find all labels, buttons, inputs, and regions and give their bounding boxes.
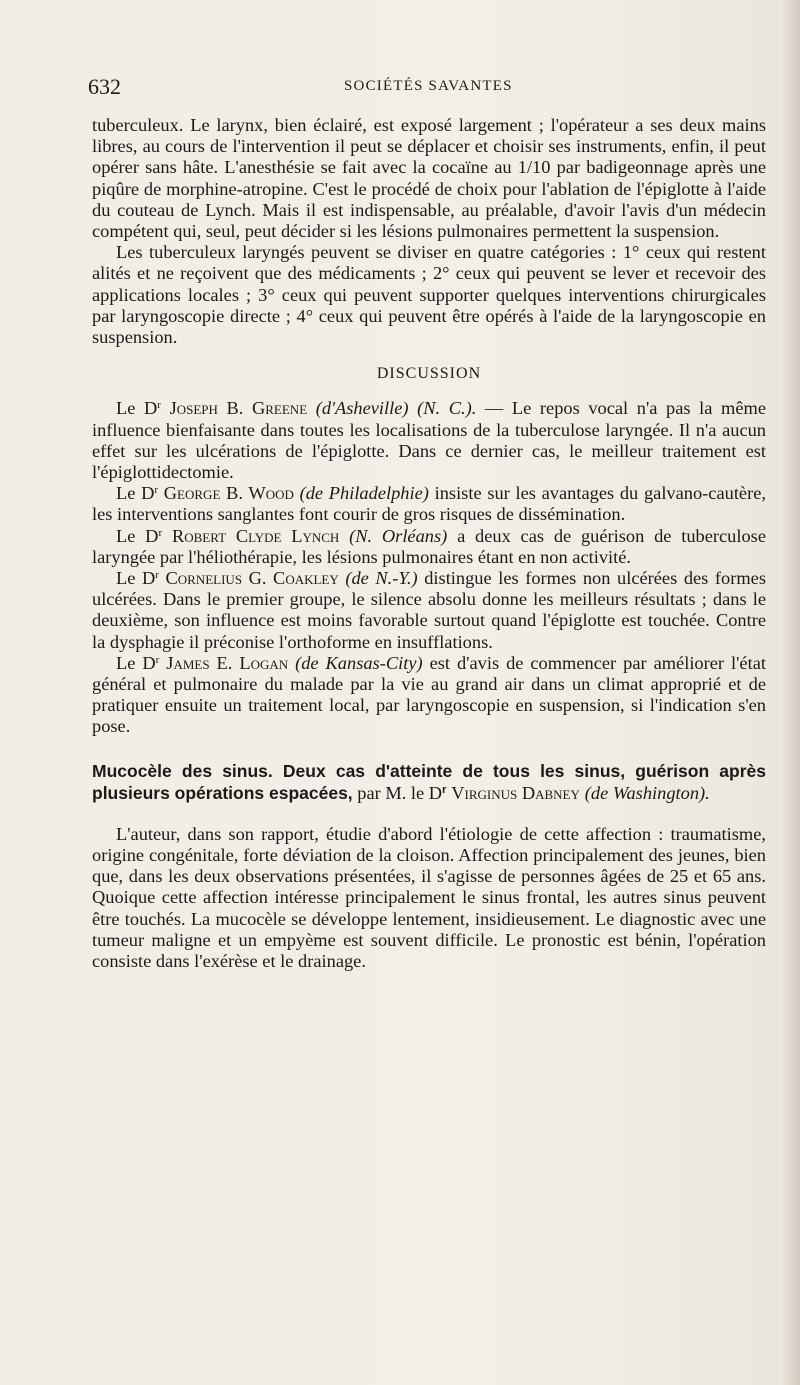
discussion-heading: DISCUSSION — [376, 365, 482, 383]
intro-paragraph-2: Les tuberculeux laryngés peuvent se diviser en quatre catégories : 1° ceux qui restent alités et ne reçoivent que des médicaments ; 2° ceux qui peuvent se lever et recevoir des applications locales ; 3° ceux qui peuvent supporter quelques interventions chirurgicales par laryngoscopie directe ; 4° ceux qui peuvent être opérés à l'aide de la laryngoscopie en suspension. — [92, 242, 766, 348]
page-number: 632 — [88, 74, 121, 99]
speaker-name: George B. Wood — [163, 483, 294, 504]
discussion-lynch: Le $D^r$ Robert Clyde Lynch (N. Orléans) a deux cas de guérison de tuberculose laryngée par l'héliothérapie, les lésions pulmonaires étant en non activité. — [92, 525, 766, 567]
running-title: SOCIÉTÉS SAVANTES — [344, 78, 513, 94]
body-text — [92, 115, 766, 972]
page-header — [88, 74, 768, 104]
discussion-wood: Le $D^r$ George B. Wood (de Philadelphie) insiste sur les avantages du galvano-cautère, les interventions sanglantes font courir de gros risques de dissémination. — [92, 483, 766, 525]
speaker-name: James E. Logan — [166, 652, 289, 673]
speaker-name: Cornelius G. Coakley — [165, 568, 339, 589]
discussion-logan: Le $D^r$ James E. Logan (de Kansas-City) est d'avis de commencer par améliorer l'état général et pulmonaire du malade par la vie au grand air dans un climat approprié et de pratiquer ensuite un traitement local, par laryngoscopie en suspension, si l'indication s'en pose. — [92, 652, 766, 737]
speaker-name: Robert Clyde Lynch — [171, 525, 340, 546]
discussion-coakley: Le $D^r$ Cornelius G. Coakley (de N.-Y.) distingue les formes non ulcérées des formes ulcérées. Dans le premier groupe, le silence absolu donne les meilleurs résultats ; dans le deuxième, son influence est moins favorable surtout quand l'épiglotte est touchée. Contre la dysphagie il préconise l'orthoforme en insufflations. — [92, 568, 766, 652]
section-body: L'auteur, dans son rapport, étudie d'abord l'étiologie de cette affection : traumatisme, origine congénitale, forte déviation de la cloison. Affection principalement des jeunes, bien que, dans les deux observations présentées, il s'agisse de personnes âgées de 25 et 65 ans. Quoique cette affection intéresse principalement le sinus frontal, les autres sinus peuvent être touchés. La mucocèle se développe lentement, insidieusement. Le diagnostic avec une tumeur maligne et un empyème est souvent difficile. Le pronostic est bénin, l'opération consiste dans l'exérèse et le drainage. — [92, 823, 766, 971]
discussion-greene: Le $D^r$ Joseph B. Greene (d'Asheville) (N. C.). — Le repos vocal n'a pas la même influence bienfaisante dans toutes les localisations de la tuberculose laryngée. Il n'a aucun effet sur les ulcérations de l'épiglotte. Dans ce dernier cas, le meilleur traitement est l'épiglottidectomie. — [92, 398, 766, 483]
intro-paragraph-1: tuberculeux. Le larynx, bien éclairé, est exposé largement ; l'opérateur a ses deux mains libres, au cours de l'intervention il peut se déplacer et choisir ses instruments, enfin, il peut opérer sans hâte. L'anesthésie se fait avec la cocaïne au 1/10 par badigeonnage après une piqûre de morphine-atropine. C'est le procédé de choix pour l'ablation de l'épiglotte à l'aide du couteau de Lynch. Mais il est indispensable, au préalable, d'avoir l'avis d'un médecin compétent qui, seul, peut décider si les lésions pulmonaires permettent la suspension. — [92, 115, 766, 242]
author-place: (de Washington). — [584, 782, 710, 803]
section-title: Mucocèle des sinus. Deux cas d'atteinte de tous les sinus, guérison après plusieurs opérations espacées, par M. le $D^r$ Virginus Dabney (de Washington). — [92, 760, 766, 803]
speaker-name: Joseph B. Greene — [169, 398, 308, 419]
author-name: Virginus Dabney — [451, 782, 580, 803]
